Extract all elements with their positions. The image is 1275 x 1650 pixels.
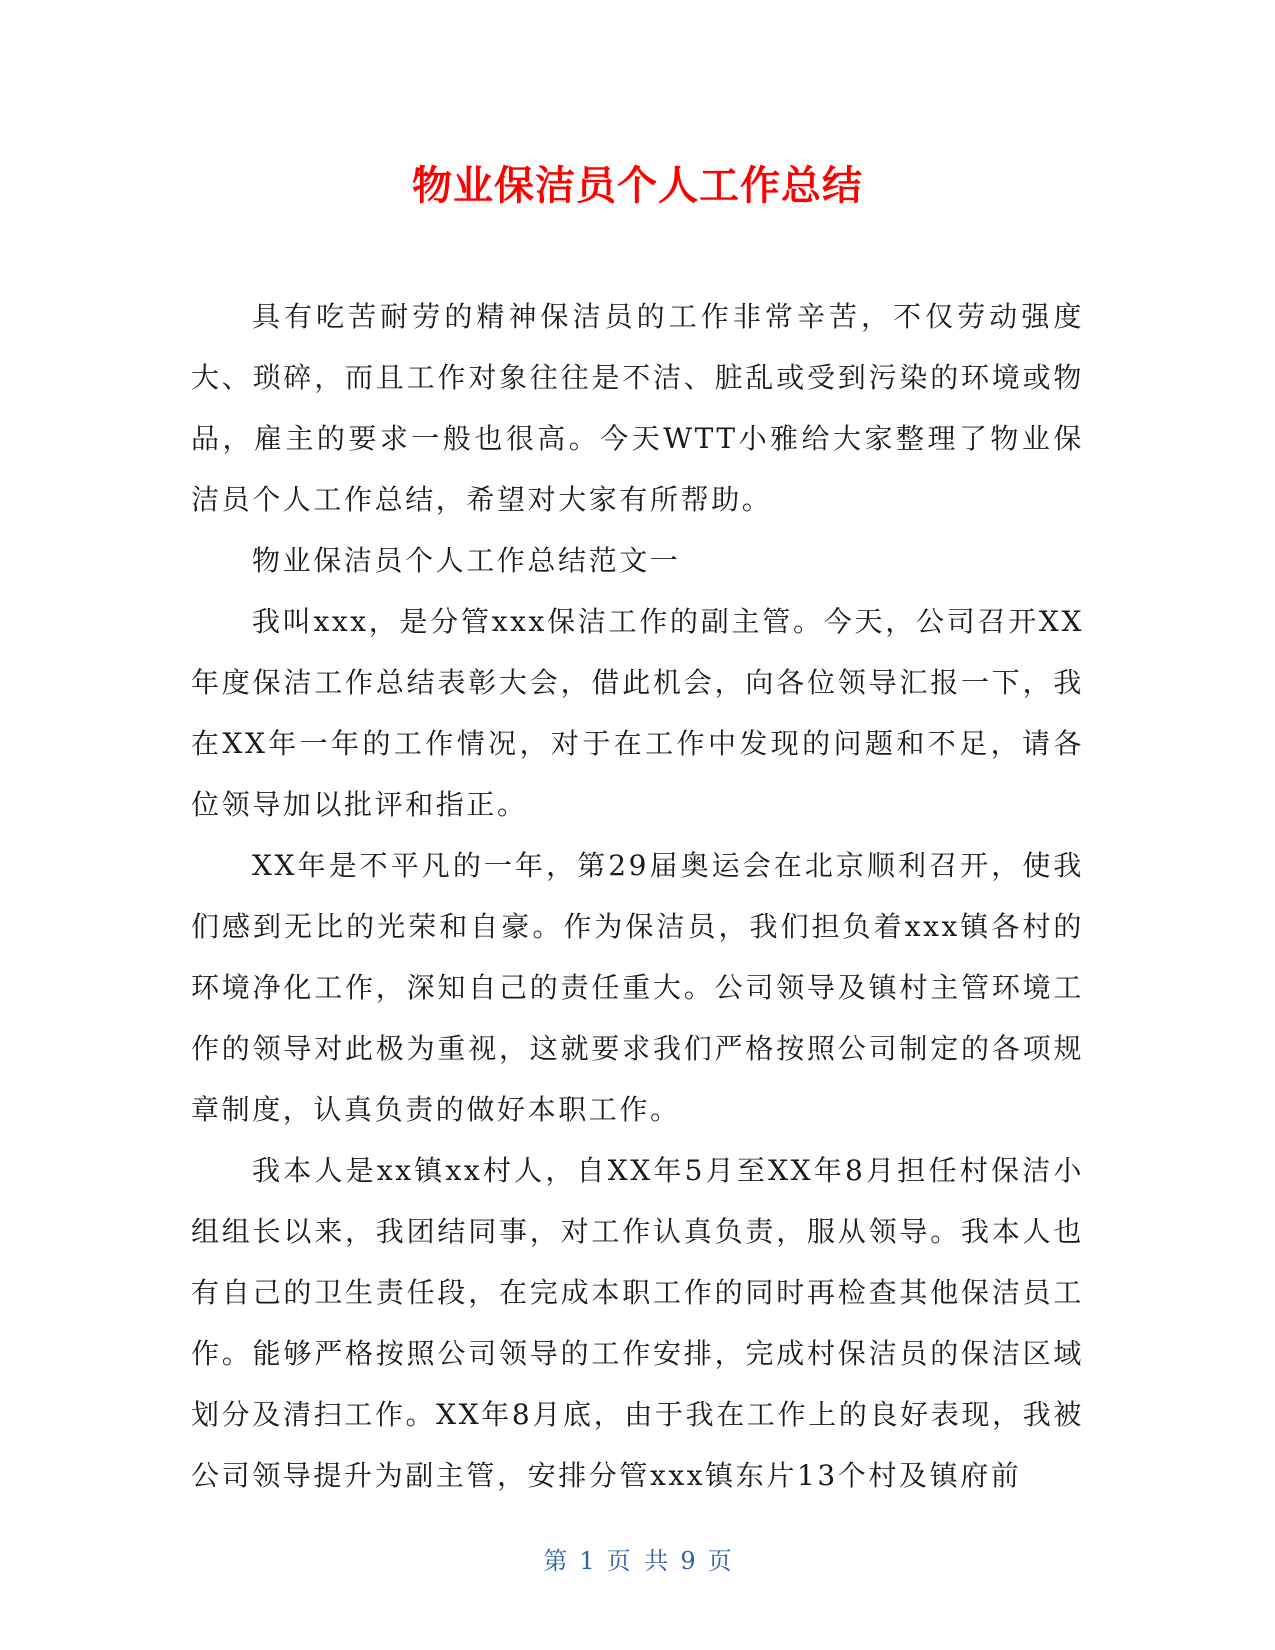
paragraph-olympics: XX年是不平凡的一年，第29届奥运会在北京顺利召开，使我们感到无比的光荣和自豪。作为保洁员，我们担负着xxx镇各村的环境净化工作，深知自己的责任重大。公司领导及镇村主管环境工作的领导对此极为重视，这就要求我们严格按照公司制定的各项规章制度，认真负责的做好本职工作。: [191, 849, 1084, 1126]
paragraph-personal-history: 我本人是xx镇xx村人，自XX年5月至XX年8月担任村保洁小组组长以来，我团结同事，对工作认真负责，服从领导。我本人也有自己的卫生责任段，在完成本职工作的同时再检查其他保洁员工作。能够严格按照公司领导的工作安排，完成村保洁员的保洁区域划分及清扫工作。XX年8月底，由于我在工作上的良好表现，我被公司领导提升为副主管，安排分管xxx镇东片13个村及镇府前: [191, 1154, 1084, 1492]
document-body: [191, 286, 1084, 1506]
page-number-footer: [0, 1545, 1275, 1577]
paragraph-self-intro: 我叫xxx，是分管xxx保洁工作的副主管。今天，公司召开XX年度保洁工作总结表彰大会，借此机会，向各位领导汇报一下，我在XX年一年的工作情况，对于在工作中发现的问题和不足，请各位领导加以批评和指正。: [191, 605, 1084, 821]
page-label-mid: 页 共: [606, 1547, 669, 1575]
page-label-prefix: 第: [543, 1547, 568, 1575]
page-label-suffix: 页: [707, 1547, 732, 1575]
document-title: 物业保洁员个人工作总结: [412, 163, 863, 209]
current-page-number: 1: [579, 1547, 595, 1575]
section-heading: 物业保洁员个人工作总结范文一: [252, 544, 681, 577]
total-pages-number: 9: [680, 1547, 696, 1575]
paragraph-intro: 具有吃苦耐劳的精神保洁员的工作非常辛苦，不仅劳动强度大、琐碎，而且工作对象往往是不洁、脏乱或受到污染的环境或物品，雇主的要求一般也很高。今天WTT小雅给大家整理了物业保洁员个人工作总结，希望对大家有所帮助。: [191, 300, 1084, 516]
